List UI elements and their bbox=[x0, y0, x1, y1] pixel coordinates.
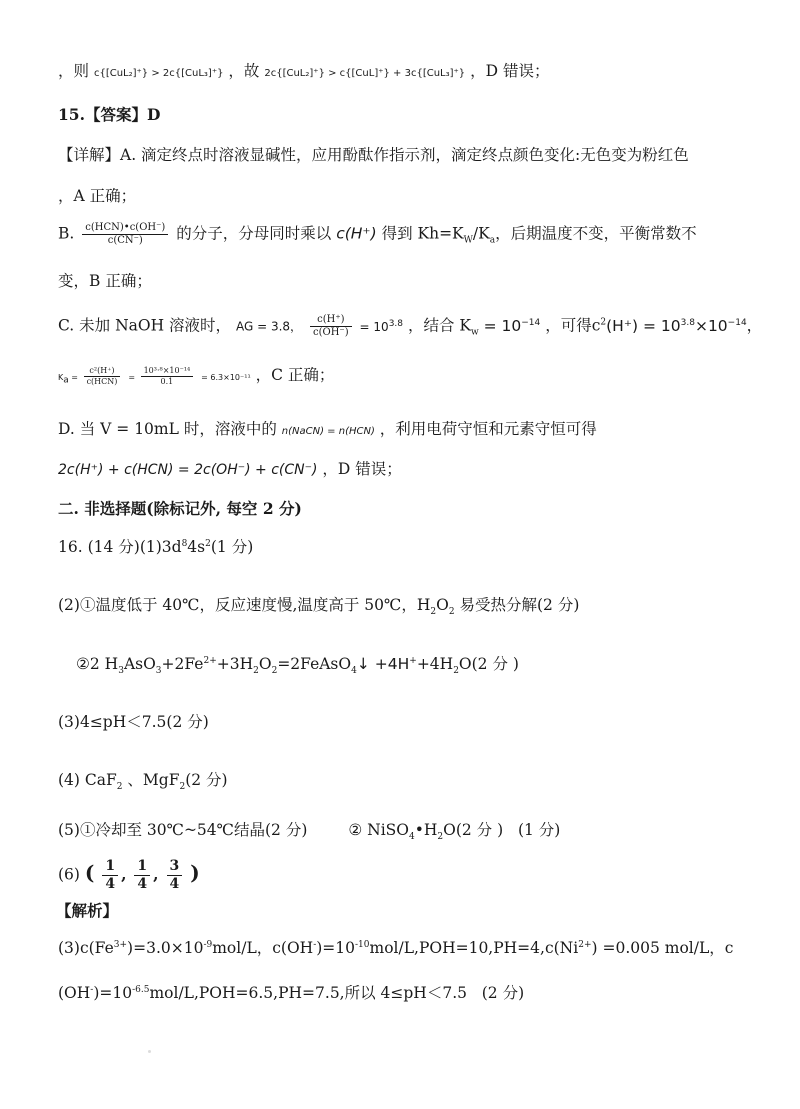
text: (2 分) bbox=[185, 771, 228, 789]
text: (6) bbox=[58, 865, 80, 884]
text: 3 bbox=[118, 666, 124, 677]
text: 2+ bbox=[203, 655, 217, 666]
text: +2Fe bbox=[161, 655, 204, 673]
text: ，D 错误； bbox=[322, 460, 402, 478]
fraction-denominator: c(HCN) bbox=[86, 376, 118, 386]
detail-c-line1 bbox=[58, 314, 762, 339]
fraction-numerator: c(HCN)•c(OH⁻) bbox=[82, 222, 168, 235]
text: ② NiSO bbox=[348, 821, 409, 839]
text: (1 分) bbox=[210, 538, 254, 556]
fraction-numerator: c(H⁺) bbox=[310, 314, 352, 327]
text: +3H bbox=[216, 655, 254, 673]
text: a bbox=[489, 235, 496, 246]
text: K bbox=[58, 373, 64, 383]
analysis-line1 bbox=[58, 939, 733, 958]
q16-line2 bbox=[58, 596, 580, 618]
text: -9 bbox=[203, 939, 213, 950]
text: O(2 分 ) (1 分) bbox=[443, 821, 561, 839]
text: 易受热分解(2 分) bbox=[454, 596, 580, 614]
text: )=10 bbox=[93, 984, 133, 1002]
text: (2)①温度低于 40℃，反应速度慢,温度高于 50℃，H bbox=[58, 596, 431, 614]
text: /K bbox=[472, 224, 490, 243]
text: O bbox=[436, 596, 449, 614]
text: 2 bbox=[205, 538, 211, 549]
text: - bbox=[313, 939, 317, 950]
text: (4) CaF bbox=[58, 771, 117, 789]
ka-label bbox=[58, 373, 81, 386]
text: mol/L,POH=6.5,PH=7.5,所以 4≤pH＜7.5 (2 分) bbox=[149, 984, 525, 1002]
ka-fraction-1 bbox=[84, 366, 121, 386]
text: 、MgF bbox=[122, 771, 180, 789]
text: ②2 H bbox=[76, 655, 119, 673]
q16-line5 bbox=[58, 771, 228, 793]
text: mol/L,POH=10,PH=4,c(Ni bbox=[369, 939, 579, 957]
text: w bbox=[470, 327, 479, 338]
text: (OH bbox=[58, 984, 91, 1002]
text: +4H bbox=[416, 655, 454, 673]
text: 3.8 bbox=[388, 318, 404, 329]
text: )=3.0×10 bbox=[127, 939, 204, 957]
text: ，则 bbox=[58, 62, 90, 80]
text: ×10 bbox=[694, 316, 728, 335]
text: ，故 bbox=[228, 62, 260, 80]
fraction-denominator: 0.1 bbox=[160, 376, 174, 386]
text: - bbox=[90, 984, 94, 995]
scan-speck bbox=[148, 1050, 151, 1053]
text: ，可得c bbox=[545, 316, 601, 335]
text: (H⁺) = 10 bbox=[606, 316, 681, 335]
text: 2c(H⁺) + c(HCN) = 2c(OH⁻) + c(CN⁻) bbox=[58, 462, 318, 478]
fraction-denominator: c(CN⁻) bbox=[107, 235, 143, 246]
detail-ka-line bbox=[58, 366, 334, 386]
fraction-denominator: c(OH⁻) bbox=[313, 327, 349, 338]
inequality-expression: c{[CuL₂]⁺} > 2c{[CuL₃]⁺} bbox=[93, 68, 224, 79]
text: O bbox=[258, 655, 272, 673]
text: AsO bbox=[123, 655, 156, 673]
text: 的分子，分母同时乘以 bbox=[176, 224, 332, 243]
detail-d-line2 bbox=[58, 460, 402, 479]
text: c(H⁺) bbox=[336, 224, 377, 243]
coord-frac-2 bbox=[134, 858, 150, 893]
text: 2+ bbox=[578, 939, 592, 950]
text: a bbox=[63, 375, 69, 386]
fraction-denominator: 4 bbox=[105, 875, 116, 892]
conclusion-line-14d bbox=[58, 62, 549, 81]
text: −14 bbox=[727, 317, 747, 328]
fraction-numerator: 10³·⁸×10⁻¹⁴ bbox=[141, 366, 194, 377]
text: ↓ +4H bbox=[356, 655, 410, 673]
text: •H bbox=[414, 821, 438, 839]
fraction-denominator: 4 bbox=[137, 875, 148, 892]
text: 2 bbox=[253, 666, 259, 677]
text: 得到 Kh=K bbox=[381, 224, 464, 243]
text: D. 当 V = 10mL 时，溶液中的 bbox=[58, 420, 277, 438]
text: 2 bbox=[430, 607, 437, 618]
detail-d-line1 bbox=[58, 420, 597, 439]
text: W bbox=[463, 235, 473, 246]
fraction-numerator: 1 bbox=[134, 858, 150, 876]
text: 4 bbox=[351, 666, 357, 677]
text: 2 bbox=[600, 317, 607, 328]
text: 3+ bbox=[113, 939, 128, 950]
coord-frac-3 bbox=[167, 858, 183, 893]
coord-frac-1 bbox=[102, 858, 118, 893]
analysis-line2 bbox=[58, 984, 524, 1003]
text: 2 bbox=[179, 782, 186, 793]
text: 4 bbox=[409, 832, 415, 843]
text: 2 bbox=[448, 607, 455, 618]
text: (5)①冷却至 30℃~54℃结晶(2 分) bbox=[58, 821, 308, 839]
text: ，D 错误； bbox=[470, 62, 550, 80]
text: )=10 bbox=[316, 939, 356, 957]
fraction-numerator: 1 bbox=[102, 858, 118, 876]
text: ) =0.005 mol/L，c bbox=[591, 939, 734, 957]
text: = 10 bbox=[483, 316, 522, 335]
text: −14 bbox=[521, 317, 541, 328]
detail-a-line2: ，A 正确； bbox=[58, 187, 137, 205]
kh-fraction bbox=[82, 222, 168, 247]
text: ，结合 K bbox=[407, 316, 471, 335]
text: B. bbox=[58, 224, 75, 243]
text: ， bbox=[746, 316, 763, 335]
q16-line4: (3)4≤pH＜7.5(2 分) bbox=[58, 713, 209, 731]
text: + bbox=[409, 655, 417, 666]
fraction-denominator: 4 bbox=[169, 875, 180, 892]
fraction-numerator: 3 bbox=[167, 858, 183, 876]
text: n(NaCN) = n(HCN) bbox=[281, 426, 375, 437]
text: = bbox=[68, 373, 81, 383]
text: = bbox=[128, 373, 138, 383]
text: 3.8 bbox=[680, 317, 695, 328]
text: 4s bbox=[187, 538, 206, 556]
text: ，利用电荷守恒和元素守恒可得 bbox=[379, 420, 597, 438]
text: (3)c(Fe bbox=[58, 939, 114, 957]
text: -6.5 bbox=[132, 984, 150, 995]
fraction-numerator: c²(H⁺) bbox=[84, 366, 121, 377]
text: 2 bbox=[453, 666, 459, 677]
text: 16. (14 分)(1)3d bbox=[58, 538, 182, 556]
text: 2 bbox=[116, 782, 123, 793]
q16-line6 bbox=[58, 821, 561, 843]
detail-b-line2: 变，B 正确； bbox=[58, 272, 152, 290]
ag-fraction bbox=[310, 314, 352, 339]
q16-line7-coordinates: (6) ( $\frac{1}{4}$ , $\frac{1}{4}$ , $\frac{3}{4}$ ) bbox=[58, 858, 200, 892]
text: O(2 分 ) bbox=[458, 655, 519, 673]
text: AG = 3.8， bbox=[235, 319, 303, 334]
text: 2 bbox=[437, 832, 444, 843]
q16-line1 bbox=[58, 538, 253, 557]
detail-a-line1: 【详解】A. 滴定终点时溶液显碱性，应用酚酞作指示剂，滴定终点颜色变化:无色变为粉红色 bbox=[58, 146, 689, 164]
text: ，后期温度不变，平衡常数不 bbox=[495, 224, 697, 243]
text: = 10 bbox=[359, 319, 389, 334]
detail-b-line1 bbox=[58, 222, 697, 247]
text: 3 bbox=[155, 666, 162, 677]
text: ，C 正确； bbox=[255, 366, 335, 385]
text: 8 bbox=[181, 538, 188, 549]
text: C. 未加 NaOH 溶液时， bbox=[58, 316, 232, 335]
q16-line3-equation bbox=[76, 655, 519, 677]
text: = 6.3×10⁻¹¹ bbox=[201, 373, 251, 383]
text: 2 bbox=[271, 666, 278, 677]
q15-answer-header: 15.【答案】D bbox=[58, 105, 161, 124]
text: -10 bbox=[355, 939, 370, 950]
analysis-title: 【解析】 bbox=[56, 901, 119, 920]
ka-fraction-2 bbox=[141, 366, 194, 386]
section2-title: 二. 非选择题(除标记外, 每空 2 分) bbox=[58, 499, 302, 518]
inequality-expression-2: 2c{[CuL₂]⁺} > c{[CuL]⁺} + 3c{[CuL₃]⁺} bbox=[264, 68, 466, 79]
text: mol/L，c(OH bbox=[212, 939, 314, 957]
text: =2FeAsO bbox=[277, 655, 352, 673]
